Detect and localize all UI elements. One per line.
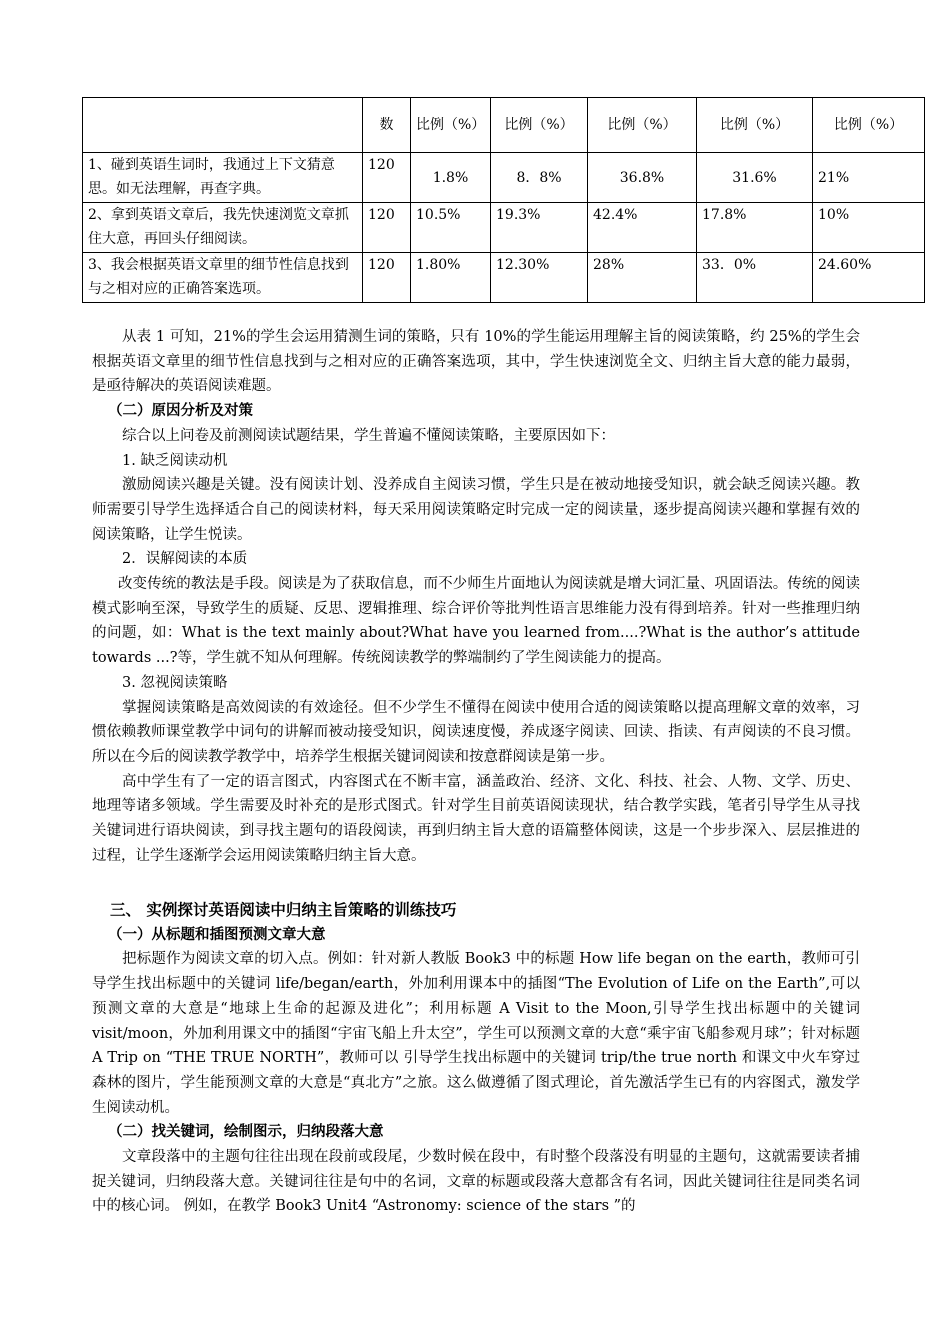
survey-table: [82, 97, 925, 303]
table-row: [83, 253, 925, 303]
percent-cell: 10.5%: [411, 203, 491, 253]
paragraph: 从表 1 可知，21%的学生会运用猜测生词的策略，只有 10%的学生能运用理解主旨的阅读策略，约 25%的学生会根据英语文章里的细节性信息找到与之相对应的正确答案选项，其中，学生快速浏览全文、归纳主旨大意的能力最弱，是亟待解决的英语阅读难题。: [92, 329, 860, 395]
section-heading: 三、 实例探讨英语阅读中归纳主旨策略的训练技巧: [110, 900, 457, 919]
percent-cell: 8．8%: [491, 153, 588, 203]
header-cell: [83, 98, 363, 153]
percent-cell: 12.30%: [491, 253, 588, 303]
item-cell: 2、拿到英语文章后，我先快速浏览文章抓住大意，再回头仔细阅读。: [83, 203, 363, 253]
table-header-row: [83, 98, 925, 153]
percent-cell: 21%: [813, 153, 925, 203]
percent-cell: 1.80%: [411, 253, 491, 303]
header-cell: 比例（%）: [813, 98, 925, 153]
percent-cell: 17.8%: [697, 203, 813, 253]
paragraph: 把标题作为阅读文章的切入点。例如：针对新人教版 Book3 中的标题 How life began on the earth，教师可引导学生找出标题中的关键词 life/began/earth，外加利用课本中的插图“The Evolution of Life on the Earth”,可以预测文章的大意是“地球上生命的起源及进化”；利用标题 A Visit to the Moon,引导学生找出标题中的关键词 visit/moon，外加利用课文中的插图“宇宙飞船上升太空”，学生可以预测文章的大意“乘宇宙飞船参观月球”；针对标题 A Trip on “THE TRUE NORTH”，教师可以 引导学生找出标题中的关键词 trip/the true north 和课文中火车穿过森林的图片，学生能预测文章的大意是“真北方”之旅。这么做遵循了图式理论，首先激活学生已有的内容图式，激发学生阅读动机。: [92, 951, 860, 1116]
count-cell: 120: [363, 153, 411, 203]
paragraph: 综合以上问卷及前测阅读试题结果，学生普遍不懂阅读策略，主要原因如下：: [122, 427, 615, 444]
percent-cell: 28%: [588, 253, 697, 303]
header-cell: 比例（%）: [588, 98, 697, 153]
section-heading: （一）从标题和插图预测文章大意: [108, 925, 326, 943]
item-cell: 3、我会根据英语文章里的细节性信息找到与之相对应的正确答案选项。: [83, 253, 363, 303]
subheading: 2．误解阅读的本质: [122, 551, 248, 568]
paragraph: 改变传统的教法是手段。阅读是为了获取信息，而不少师生片面地认为阅读就是增大词汇量、巩固语法。传统的阅读模式影响至深，导致学生的质疑、反思、逻辑推理、综合评价等批判性语言思维能力没有得到培养。针对一些推理归纳的问题，如：What is the text mainly about?What have you learned from....?What is the author’s attitude towards ...?等，学生就不知从何理解。传统阅读教学的弊端制约了学生阅读能力的提高。: [92, 576, 860, 667]
subheading: 3. 忽视阅读策略: [122, 674, 228, 691]
header-cell: 数: [363, 98, 411, 153]
count-cell: 120: [363, 253, 411, 303]
header-cell: 比例（%）: [697, 98, 813, 153]
percent-cell: 36.8%: [588, 153, 697, 203]
paragraph: 掌握阅读策略是高效阅读的有效途径。但不少学生不懂得在阅读中使用合适的阅读策略以提高理解文章的效率，习惯依赖教师课堂教学中词句的讲解而被动接受知识，阅读速度慢，养成逐字阅读、回读、指读、有声阅读的不良习惯。所以在今后的阅读教学教学中，培养学生根据关键词阅读和按意群阅读是第一步。: [92, 699, 860, 765]
paragraph: 文章段落中的主题句往往出现在段前或段尾，少数时候在段中，有时整个段落没有明显的主题句，这就需要读者捕捉关键词，归纳段落大意。关键词往往是句中的名词，文章的标题或段落大意都含有名词，因此关键词往往是同类名词中的核心词。 例如，在教学 Book3 Unit4 “Astronomy: science of the stars ”的: [92, 1149, 860, 1215]
percent-cell: 19.3%: [491, 203, 588, 253]
table-row: [83, 153, 925, 203]
section-heading: （二）找关键词，绘制图示，归纳段落大意: [108, 1123, 384, 1141]
percent-cell: 24.60%: [813, 253, 925, 303]
table-row: [83, 203, 925, 253]
percent-cell: 33．0%: [697, 253, 813, 303]
count-cell: 120: [363, 203, 411, 253]
paragraph: 高中学生有了一定的语言图式，内容图式在不断丰富，涵盖政治、经济、文化、科技、社会、人物、文学、历史、地理等诸多领域。学生需要及时补充的是形式图式。针对学生目前英语阅读现状，结合教学实践，笔者引导学生从寻找关键词进行语块阅读，到寻找主题句的语段阅读，再到归纳主旨大意的语篇整体阅读，这是一个步步深入、层层推进的过程，让学生逐渐学会运用阅读策略归纳主旨大意。: [92, 773, 860, 864]
paragraph: 激励阅读兴趣是关键。没有阅读计划、没养成自主阅读习惯，学生只是在被动地接受知识，就会缺乏阅读兴趣。教师需要引导学生选择适合自己的阅读材料，每天采用阅读策略定时完成一定的阅读量，逐步提高阅读兴趣和掌握有效的阅读策略，让学生悦读。: [92, 477, 860, 543]
item-cell: 1、碰到英语生词时，我通过上下文猜意思。如无法理解，再查字典。: [83, 153, 363, 203]
section-heading: （二）原因分析及对策: [108, 402, 253, 420]
header-cell: 比例（%）: [411, 98, 491, 153]
analysis-section: [92, 325, 860, 868]
percent-cell: 1.8%: [411, 153, 491, 203]
percent-cell: 31.6%: [697, 153, 813, 203]
header-cell: 比例（%）: [491, 98, 588, 153]
strategy-section: [92, 898, 860, 1219]
subheading: 1. 缺乏阅读动机: [122, 452, 228, 469]
percent-cell: 10%: [813, 203, 925, 253]
percent-cell: 42.4%: [588, 203, 697, 253]
